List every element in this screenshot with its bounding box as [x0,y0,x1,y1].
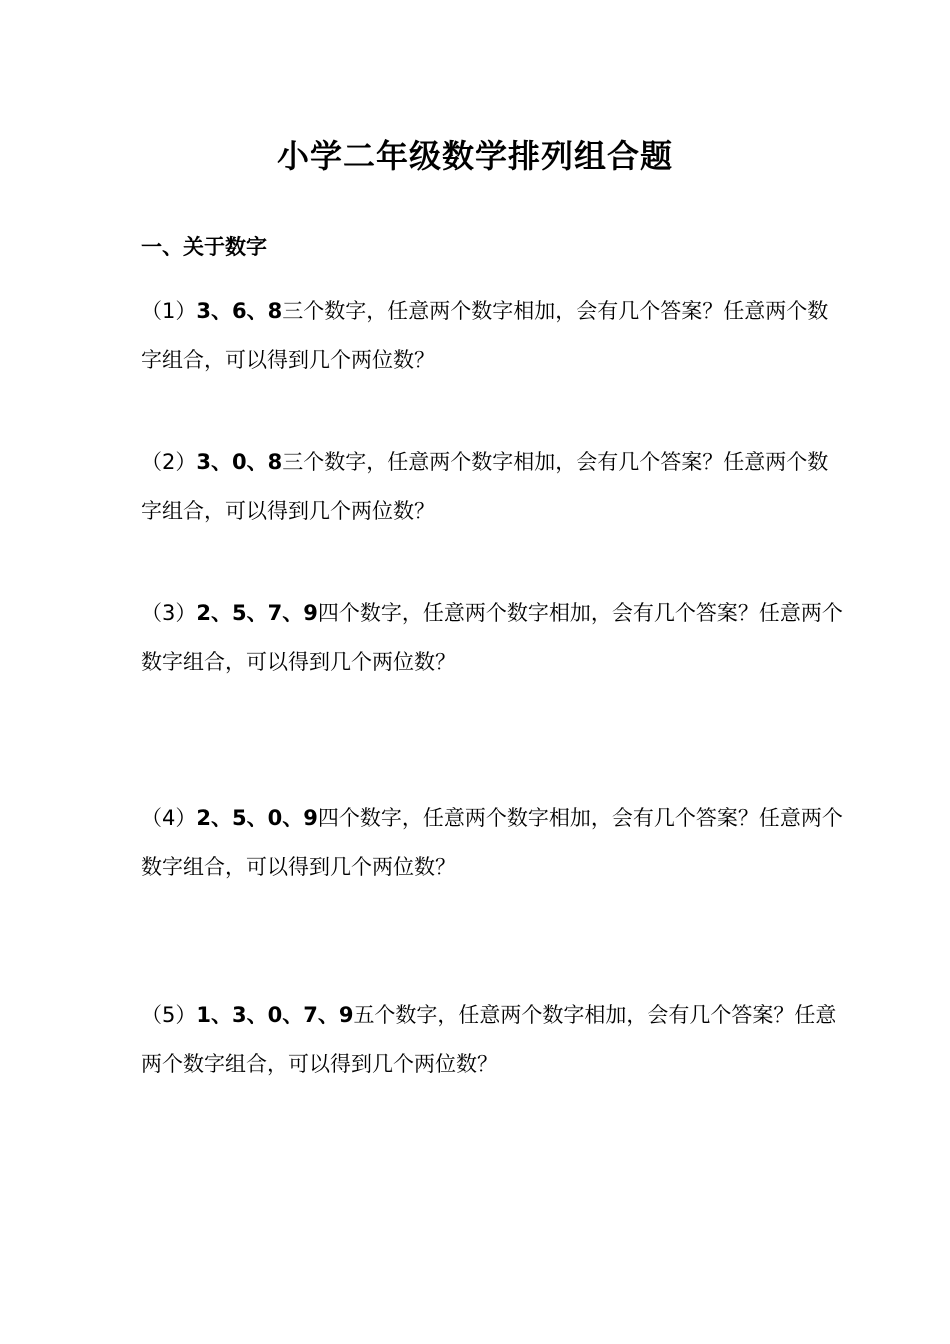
question-2 [141,438,846,536]
question-numbers: 2、5、7、9 [196,601,318,625]
question-text: 五个数字，任意两个数字相加，会有几个答案？任意两个数字组合，可以得到几个两位数？ [141,1003,837,1076]
question-index: （1） [141,299,197,323]
question-index: （3） [141,601,197,625]
section-heading: 一、关于数字 [141,235,267,259]
question-numbers: 2、5、0、9 [196,806,318,830]
question-text: 四个数字，任意两个数字相加，会有几个答案？任意两个数字组合，可以得到几个两位数？ [141,601,843,674]
question-index: （5） [141,1003,197,1027]
question-5 [141,991,846,1089]
question-text: 四个数字，任意两个数字相加，会有几个答案？任意两个数字组合，可以得到几个两位数？ [141,806,843,879]
question-numbers: 1、3、0、7、9 [196,1003,354,1027]
question-numbers: 3、6、8 [196,299,283,323]
question-text: 三个数字，任意两个数字相加，会有几个答案？任意两个数字组合，可以得到几个两位数？ [141,450,829,523]
page-title: 小学二年级数学排列组合题 [276,137,673,175]
question-4 [141,794,846,892]
question-index: （4） [141,806,197,830]
question-1 [141,287,846,385]
question-3 [141,589,846,687]
question-index: （2） [141,450,197,474]
question-text: 三个数字，任意两个数字相加，会有几个答案？任意两个数字组合，可以得到几个两位数？ [141,299,829,372]
question-numbers: 3、0、8 [196,450,283,474]
